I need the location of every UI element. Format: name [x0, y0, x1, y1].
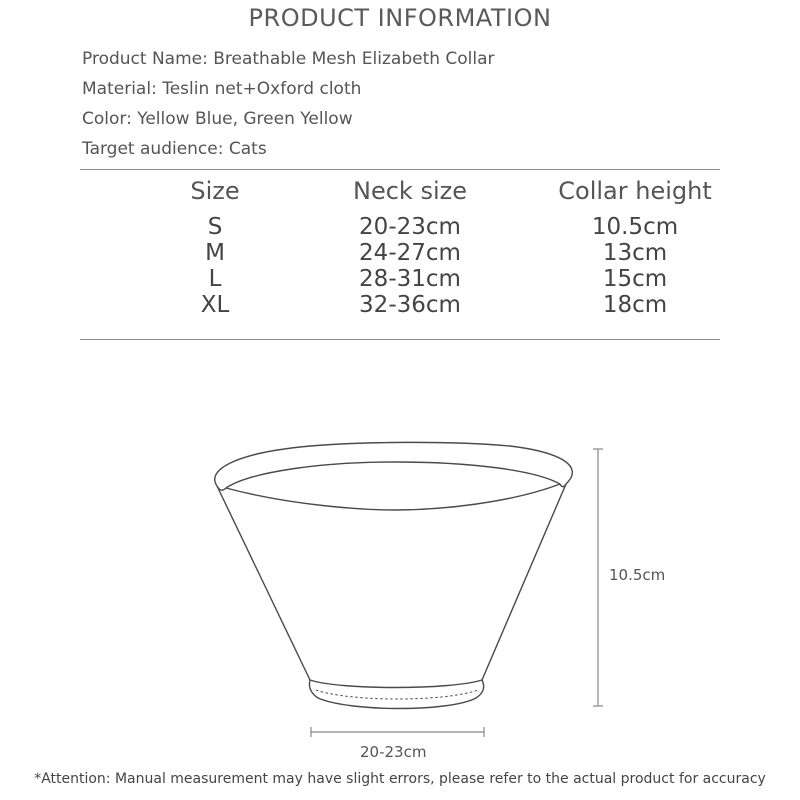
size-cell: L — [208, 266, 222, 292]
table-row — [80, 292, 720, 318]
collar-height-cell: 18cm — [602, 292, 668, 318]
product-name-line: Product Name: Breathable Mesh Elizabeth Collar — [82, 49, 495, 69]
width-dimension-label: 20-23cm — [360, 743, 427, 761]
table-row — [80, 266, 720, 292]
page-title: PRODUCT INFORMATION — [248, 4, 552, 32]
height-dimension-line — [593, 449, 603, 706]
collar-outline — [215, 442, 573, 708]
table-bottom-divider — [80, 339, 720, 340]
neck-size-cell: 28-31cm — [359, 266, 461, 292]
header-size: Size — [190, 177, 240, 205]
size-table-header — [80, 174, 720, 208]
table-top-divider — [80, 169, 720, 170]
header-neck-size: Neck size — [353, 177, 467, 205]
height-dimension-label: 10.5cm — [609, 566, 666, 584]
collar-height-cell: 15cm — [602, 266, 668, 292]
collar-height-cell: 10.5cm — [591, 214, 679, 240]
header-collar-height: Collar height — [558, 177, 712, 205]
size-table-body — [80, 214, 720, 318]
table-row — [80, 214, 720, 240]
target-audience-line: Target audience: Cats — [82, 139, 267, 159]
size-table — [80, 174, 720, 318]
size-cell: S — [207, 214, 223, 240]
size-cell: XL — [200, 292, 230, 318]
neck-size-cell: 32-36cm — [359, 292, 461, 318]
material-line: Material: Teslin net+Oxford cloth — [82, 79, 362, 99]
attention-note: *Attention: Manual measurement may have slight errors, please refer to the actual product for accuracy — [34, 771, 766, 787]
width-dimension-line — [311, 727, 484, 737]
table-row — [80, 240, 720, 266]
collar-height-cell: 13cm — [602, 240, 668, 266]
size-cell: M — [205, 240, 225, 266]
product-info — [82, 44, 495, 164]
neck-size-cell: 20-23cm — [359, 214, 461, 240]
color-line: Color: Yellow Blue, Green Yellow — [82, 109, 353, 129]
neck-size-cell: 24-27cm — [359, 240, 461, 266]
